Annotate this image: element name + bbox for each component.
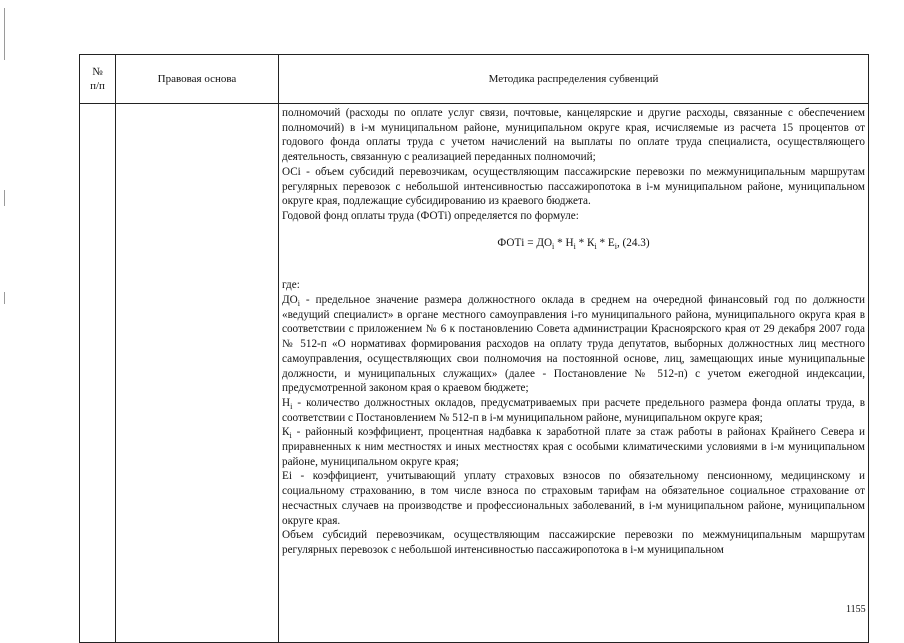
paragraph-osi: ОСi - объем субсидий перевозчикам, осуществляющим пассажирские перевозки по межмуниципальным маршрутам регулярных перевозок с небольшой интенсивностью пассажиропотока в i-м муниципальном районе, муниципальном округе края, подлежащие субсидированию из краевого бюджета. xyxy=(282,165,865,208)
header-number-abbr: п/п xyxy=(90,80,105,92)
left-margin-mark xyxy=(4,292,5,304)
definition-n: $Н_i$ - количество должностных окладов, предусматриваемых при расчете предельного размера фонда оплаты труда, в соответствии с Постановлением № 512-п в i-м муниципальном районе, муниципальном округе края; xyxy=(282,396,865,424)
cell-legal-basis xyxy=(116,104,279,643)
header-legal-basis: Правовая основа xyxy=(116,55,279,104)
where-label: где: xyxy=(282,279,300,292)
definition-do: $ДО_i$ - предельное значение размера должностного оклада в среднем на очередной финансовый год по должности «ведущий специалист» в органе местного самоуправления i-го муниципального района, муниципального округа края в соответствии с приложением № 6 к постановлению Совета администрации Красноярского края от 29 декабря 2007 года № 512-п «О нормативах формирования расходов на оплату труда депутатов, выборных должностных лиц местного самоуправления, осуществляющих свои полномочия на постоянной основе, лиц, замещающих иные муниципальные должности, и муниципальных служащих» (далее - Постановление № 512-п) с учетом ежегодной индексации, предусмотренной законом края о краевом бюджете; xyxy=(282,294,865,395)
cell-methodology xyxy=(279,104,869,643)
cell-number xyxy=(80,104,116,643)
left-margin-mark xyxy=(4,190,5,206)
header-methodology: Методика распределения субвенций xyxy=(279,55,869,104)
paragraph-fot-intro: Годовой фонд оплаты труда (ФОТi) определяется по формуле: xyxy=(282,209,579,222)
table-row xyxy=(80,104,869,643)
definition-k: $К_i$ - районный коэффициент, процентная надбавка к заработной плате за стаж работы в районах Крайнего Севера и приравненных к ним местностях и иных местностях края с особыми климатическими условиями в i-м муниципальном районе, муниципальном округе края; xyxy=(282,426,865,468)
page-number: 1155 xyxy=(846,604,866,615)
subvention-table xyxy=(79,54,869,643)
definition-e: Еi - коэффициент, учитывающий уплату страховых взносов по обязательному пенсионному, медицинскому и социальному страхованию, в том числе взноса по страховым тарифам на обязательное социальное страхование от несчастных случаев на производстве и профессиональных заболеваний, в i-м муниципальном районе, муниципальном округе края. xyxy=(282,470,865,527)
table-header-row xyxy=(80,55,869,104)
methodology-text xyxy=(279,104,868,642)
formula-24-3: ФОТi = $ДО_i * Н_i * К_i * Е_i$, (24.3) xyxy=(497,236,650,251)
header-number-sign: № xyxy=(92,66,103,78)
left-margin-mark xyxy=(4,8,5,60)
paragraph-subsidy-volume: Объем субсидий перевозчикам, осуществляющим пассажирские перевозки по межмуниципальным маршрутам регулярных перевозок с небольшой интенсивностью пассажиропотока в i-м муниципальном xyxy=(282,529,865,556)
paragraph-expenses: полномочий (расходы по оплате услуг связи, почтовые, канцелярские и другие расходы, связанные с обеспечением полномочий) в i-м муниципальном районе, муниципальном округе края, исчисляемые из расчета 15 процентов от годового фонда оплаты труда с учетом начислений на выплаты по оплате труда специалиста, осуществляющего деятельность, связанную с реализацией переданных полномочий; xyxy=(282,107,865,164)
header-number xyxy=(80,55,116,104)
